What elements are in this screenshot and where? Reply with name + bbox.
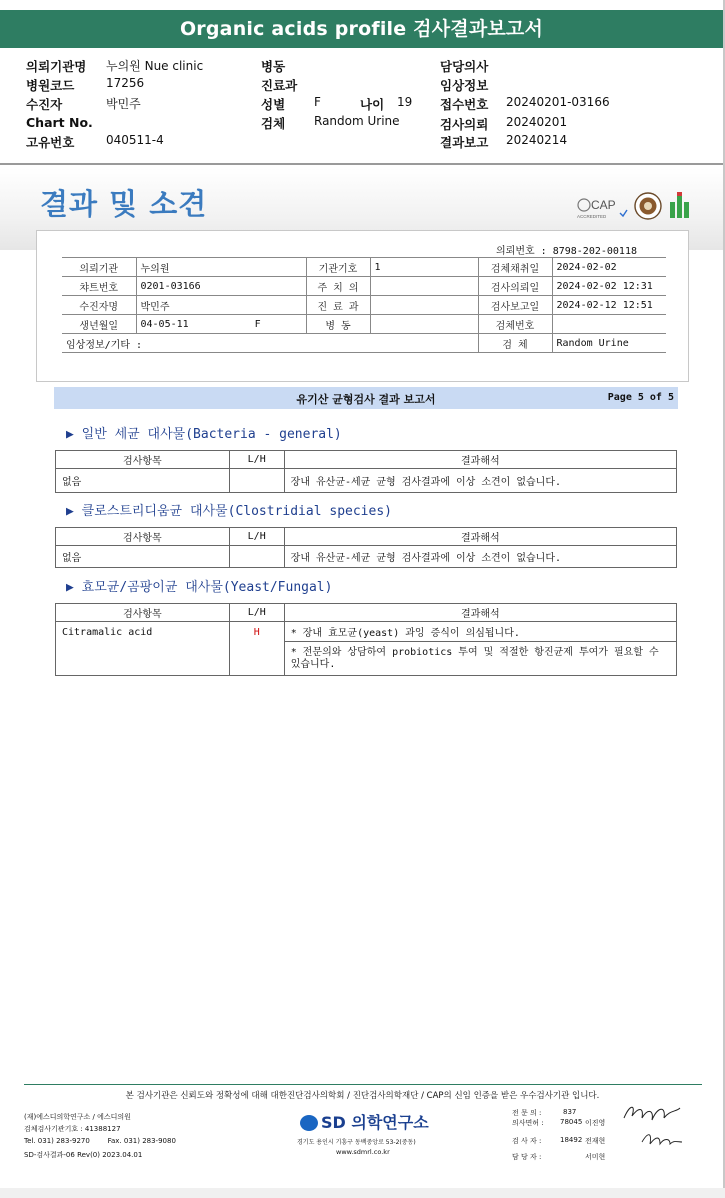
meta-label: 검체번호 xyxy=(478,315,552,334)
section-title: 결과 및 소견 xyxy=(40,187,208,221)
section-heading-yeast: ▶ 효모균/곰팡이균 대사물(Yeast/Fungal) xyxy=(66,580,333,595)
meta-value: Random Urine xyxy=(552,334,666,353)
report-header-title: 유기산 균형검사 결과 보고서 xyxy=(296,393,436,406)
signature-2 xyxy=(640,1130,684,1154)
meta-value: 2024-02-02 xyxy=(552,258,666,277)
label-clinical-info: 임상정보 xyxy=(440,78,489,93)
meta-row xyxy=(62,277,666,296)
meta-value xyxy=(370,315,478,334)
cell-result: * 장내 효모균(yeast) 과잉 증식이 의심됩니다. xyxy=(284,622,676,642)
meta-value xyxy=(552,315,666,334)
label-chart-no: Chart No. xyxy=(26,115,93,130)
meta-label: 검체채취일 xyxy=(478,258,552,277)
report-meta-table xyxy=(62,257,666,353)
lab-logo xyxy=(668,192,692,220)
label-age: 나이 xyxy=(360,97,385,112)
sd-brand-logo xyxy=(300,1110,429,1133)
meta-value: 1 xyxy=(370,258,478,277)
footer-address: 경기도 용인시 기흥구 동백중앙로 53-2(중동) xyxy=(297,1139,416,1146)
signer-no: 78045 xyxy=(560,1118,583,1126)
value-request-date: 20240201 xyxy=(506,115,568,129)
value-patient: 박민주 xyxy=(106,97,141,111)
meta-value: 박민주 xyxy=(136,296,306,315)
col-lh: L/H xyxy=(229,604,284,622)
footer-accreditation-note: 본 검사기관은 신뢰도와 정확성에 대해 대한진단검사의학회 / 진단검사의학재단 / CAP의 신임 인증을 받은 우수검사기관 입니다. xyxy=(125,1091,600,1101)
col-result: 결과해석 xyxy=(284,451,676,469)
meta-value: 2024-02-12 12:51 xyxy=(552,296,666,315)
meta-value: 0201-03166 xyxy=(136,277,306,296)
signer-name: 이진영 xyxy=(585,1119,606,1127)
signer-no: 837 xyxy=(563,1108,577,1116)
sd-brand-name: SD 의학연구소 xyxy=(321,1113,429,1132)
value-specimen: Random Urine xyxy=(314,114,400,128)
meta-value xyxy=(370,296,478,315)
signer-role: 의사면허 : xyxy=(512,1119,544,1127)
seal-logo xyxy=(634,192,662,220)
value-requester: 누의원 Nue clinic xyxy=(106,59,204,73)
cell-item: 없음 xyxy=(56,546,230,568)
col-result: 결과해석 xyxy=(284,604,676,622)
divider xyxy=(0,163,723,165)
col-lh: L/H xyxy=(229,451,284,469)
footer-doc-id: SD-검사결과-06 Rev(0) 2023.04.01 xyxy=(24,1151,143,1159)
signer-role: 검 사 자 : xyxy=(512,1137,542,1145)
label-report-date: 결과보고 xyxy=(440,135,489,150)
label-request-date: 검사의뢰 xyxy=(440,117,489,132)
footer-website: www.sdmrl.co.kr xyxy=(336,1148,390,1156)
meta-label: 병 동 xyxy=(306,315,370,334)
meta-label: 검사의뢰일 xyxy=(478,277,552,296)
meta-clinical-info: 임상정보/기타 : xyxy=(62,334,478,353)
table-row xyxy=(56,546,677,568)
section-heading-bacteria: ▶ 일반 세균 대사물(Bacteria - general) xyxy=(66,427,342,442)
section-heading-clostridial: ▶ 클로스트리디움균 대사물(Clostridial species) xyxy=(66,504,392,519)
footer-contact: Tel. 031) 283-9270 Fax. 031) 283-9080 xyxy=(24,1137,176,1145)
report-header xyxy=(54,387,678,409)
meta-row xyxy=(62,258,666,277)
meta-row xyxy=(62,315,666,334)
signer-name: 서미현 xyxy=(585,1153,606,1161)
col-item: 검사항목 xyxy=(56,528,230,546)
cell-item: 없음 xyxy=(56,469,230,493)
cell-lh xyxy=(229,469,284,493)
meta-value: 누의원 xyxy=(136,258,306,277)
signer-role: 전 문 의 : xyxy=(512,1109,542,1117)
signer-name: 전재현 xyxy=(585,1137,606,1145)
label-unique-no: 고유번호 xyxy=(26,135,75,150)
results-table-yeast xyxy=(55,603,677,676)
label-hospital-code: 병원코드 xyxy=(26,78,75,93)
request-number: 의뢰번호 : 8798-202-00118 xyxy=(496,246,637,257)
label-specimen: 검체 xyxy=(261,116,286,131)
label-requester: 의뢰기관명 xyxy=(26,59,87,74)
meta-label: 수진자명 xyxy=(62,296,136,315)
results-table-clostridial xyxy=(55,527,677,568)
meta-sex: F xyxy=(254,318,261,330)
col-item: 검사항목 xyxy=(56,451,230,469)
table-header-row xyxy=(56,604,677,622)
value-age: 19 xyxy=(397,95,413,109)
table-header-row xyxy=(56,528,677,546)
meta-value xyxy=(136,315,306,334)
meta-label: 의뢰기관 xyxy=(62,258,136,277)
footer-inst-code: 검체검사기관기호 : 41388127 xyxy=(24,1125,121,1133)
meta-label: 생년월일 xyxy=(62,315,136,334)
cell-item: Citramalic acid xyxy=(56,622,230,676)
page-bottom-strip xyxy=(0,1188,725,1198)
meta-row xyxy=(62,296,666,315)
meta-value: 2024-02-02 12:31 xyxy=(552,277,666,296)
value-receipt-no: 20240201-03166 xyxy=(506,95,610,109)
meta-label: 주 치 의 xyxy=(306,277,370,296)
footer-org: (재)에스디의학연구소 / 에스디의원 xyxy=(24,1113,131,1121)
footer-divider xyxy=(24,1084,702,1085)
cap-logo-subtext: ACCREDITED xyxy=(577,214,607,219)
signature-1 xyxy=(620,1100,684,1130)
birth-date: 04-05-11 xyxy=(140,318,189,330)
label-sex: 성별 xyxy=(261,97,286,112)
label-doctor: 담당의사 xyxy=(440,59,489,74)
cell-result: * 전문의와 상담하여 probiotics 투여 및 적절한 항진균제 투여가 필요할 수 있습니다. xyxy=(284,642,676,676)
label-receipt-no: 접수번호 xyxy=(440,97,489,112)
meta-row xyxy=(62,334,666,353)
cell-lh xyxy=(229,546,284,568)
col-result: 결과해석 xyxy=(284,528,676,546)
meta-label: 검사보고일 xyxy=(478,296,552,315)
meta-label: 기관기호 xyxy=(306,258,370,277)
meta-value xyxy=(370,277,478,296)
label-department: 진료과 xyxy=(261,78,298,93)
col-lh: L/H xyxy=(229,528,284,546)
cell-result: 장내 유산균-세균 균형 검사결과에 이상 소견이 없습니다. xyxy=(284,469,676,493)
cell-result: 장내 유산균-세균 균형 검사결과에 이상 소견이 없습니다. xyxy=(284,546,676,568)
value-unique-no: 040511-4 xyxy=(106,133,164,147)
value-report-date: 20240214 xyxy=(506,133,568,147)
value-hospital-code: 17256 xyxy=(106,76,145,90)
label-patient: 수진자 xyxy=(26,97,63,112)
meta-label: 진 료 과 xyxy=(306,296,370,315)
report-title: Organic acids profile 검사결과보고서 xyxy=(0,10,723,48)
cap-logo-text: CAP xyxy=(591,198,616,212)
sd-logo-mark xyxy=(300,1115,318,1131)
table-header-row xyxy=(56,451,677,469)
label-ward: 병동 xyxy=(261,59,286,74)
table-row xyxy=(56,469,677,493)
cell-lh-high: H xyxy=(229,622,284,676)
results-table-bacteria xyxy=(55,450,677,493)
cap-logo xyxy=(576,194,628,220)
meta-label: 검 체 xyxy=(478,334,552,353)
table-row xyxy=(56,622,677,642)
col-item: 검사항목 xyxy=(56,604,230,622)
signer-no: 18492 xyxy=(560,1136,583,1144)
value-sex: F xyxy=(314,95,321,109)
meta-label: 챠트번호 xyxy=(62,277,136,296)
signer-role: 담 당 자 : xyxy=(512,1153,542,1161)
page-indicator: Page 5 of 5 xyxy=(607,392,674,403)
